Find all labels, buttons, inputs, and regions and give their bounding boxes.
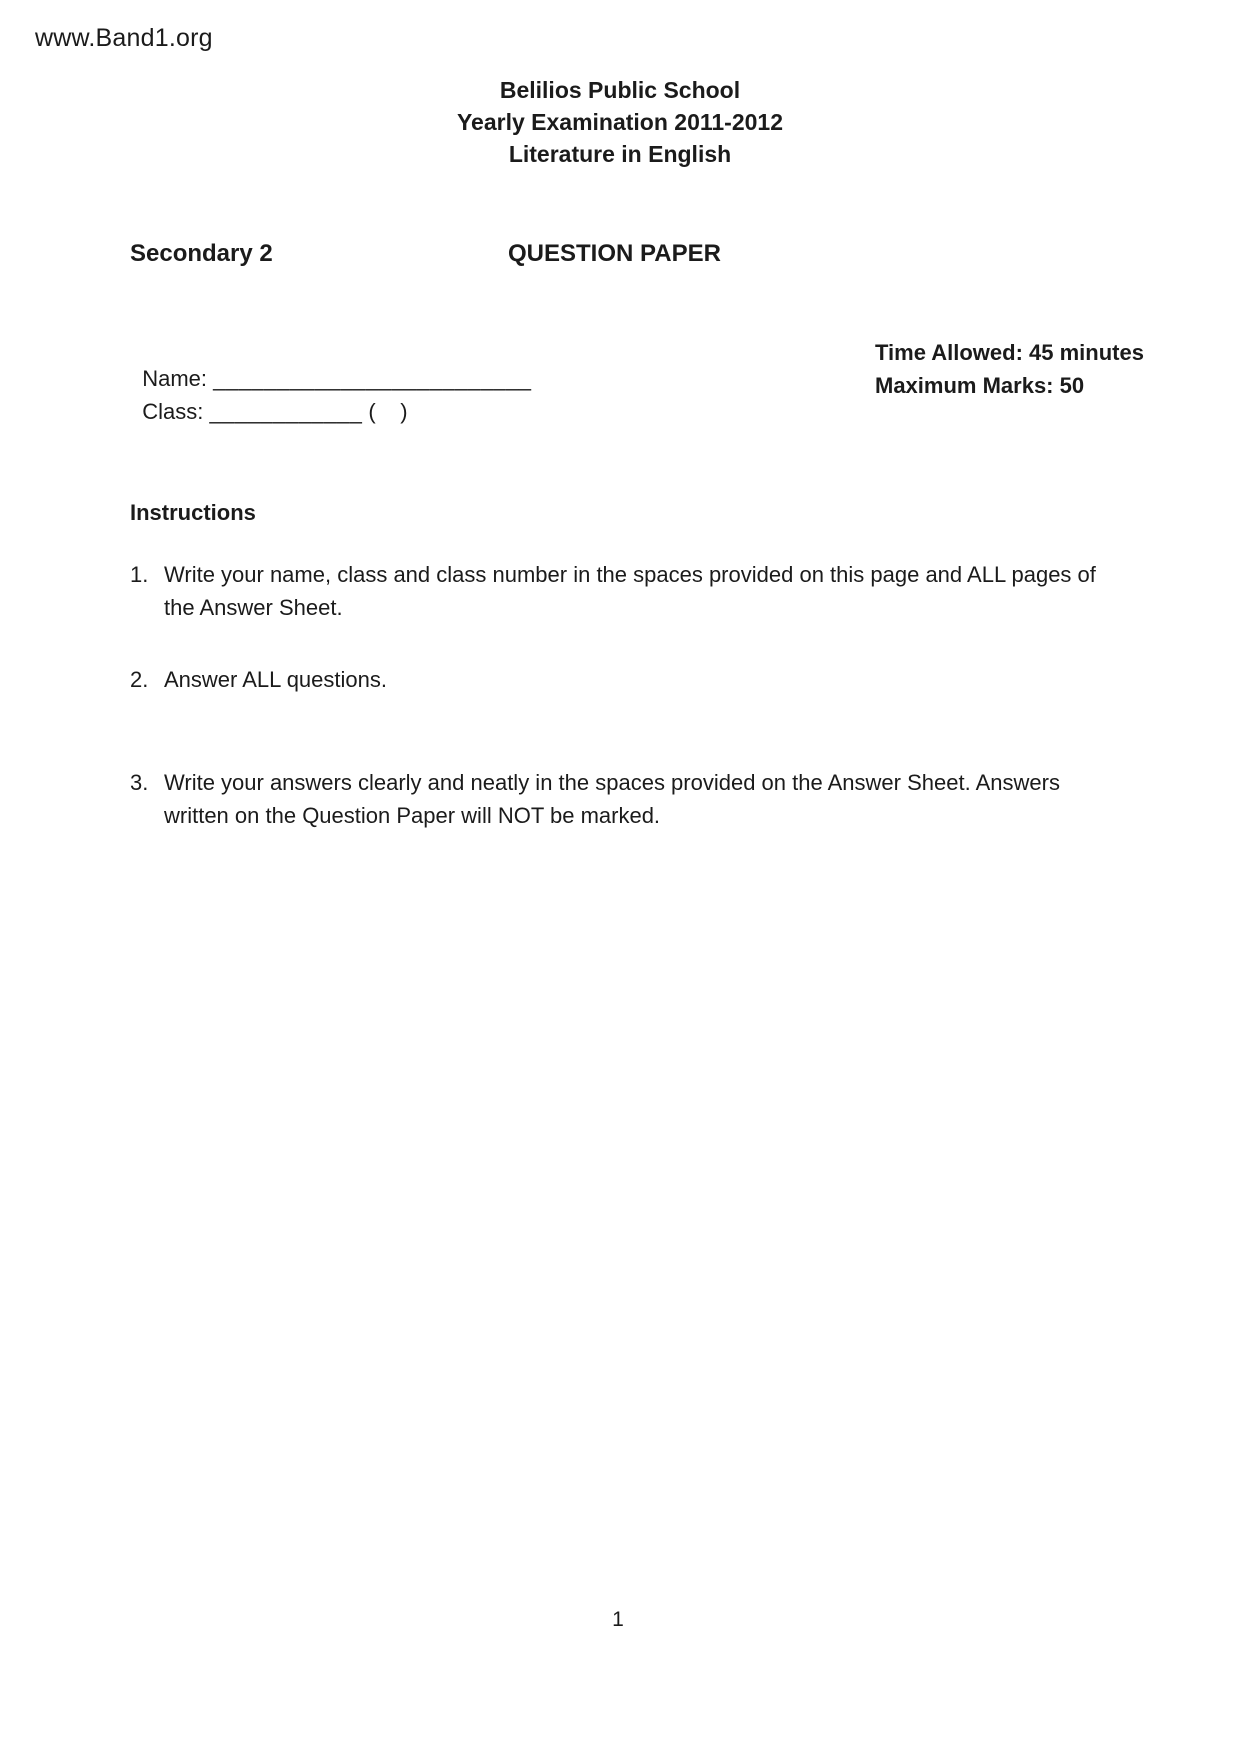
school-name: Belilios Public School	[499, 77, 741, 103]
grade-level: Secondary 2	[130, 240, 273, 267]
instruction-item	[130, 558, 1112, 624]
instruction-text: Write your name, class and class number in the spaces provided on this page and ALL pages of the Answer Sheet.	[164, 562, 1096, 620]
page-number: 1	[612, 1608, 624, 1631]
instruction-item	[130, 663, 1112, 696]
maximum-marks: Maximum Marks: 50	[875, 373, 1085, 398]
document-title-block	[0, 74, 1240, 170]
time-allowed: Time Allowed: 45 minutes	[875, 340, 1144, 365]
instruction-text: Answer ALL questions.	[164, 667, 387, 692]
subject-title: Literature in English	[508, 141, 732, 167]
class-blank-line: ____________	[209, 399, 363, 424]
instruction-number: 3.	[130, 770, 149, 795]
instruction-number: 2.	[130, 667, 149, 692]
instruction-text: Write your answers clearly and neatly in the spaces provided on the Answer Sheet. Answers written on the Question Paper will NOT be marked.	[164, 770, 1060, 828]
class-number-parens: ( )	[362, 399, 408, 424]
site-watermark: www.Band1.org	[35, 24, 213, 52]
instructions-heading: Instructions	[130, 500, 256, 525]
instruction-item	[130, 766, 1112, 832]
name-field-label: Name:	[142, 366, 214, 391]
name-blank-line: _________________________	[213, 366, 532, 391]
class-field-label: Class:	[142, 399, 210, 424]
paper-type-label: QUESTION PAPER	[508, 240, 721, 267]
instruction-number: 1.	[130, 562, 149, 587]
class-field-row	[130, 373, 408, 425]
exam-title: Yearly Examination 2011-2012	[456, 109, 784, 135]
